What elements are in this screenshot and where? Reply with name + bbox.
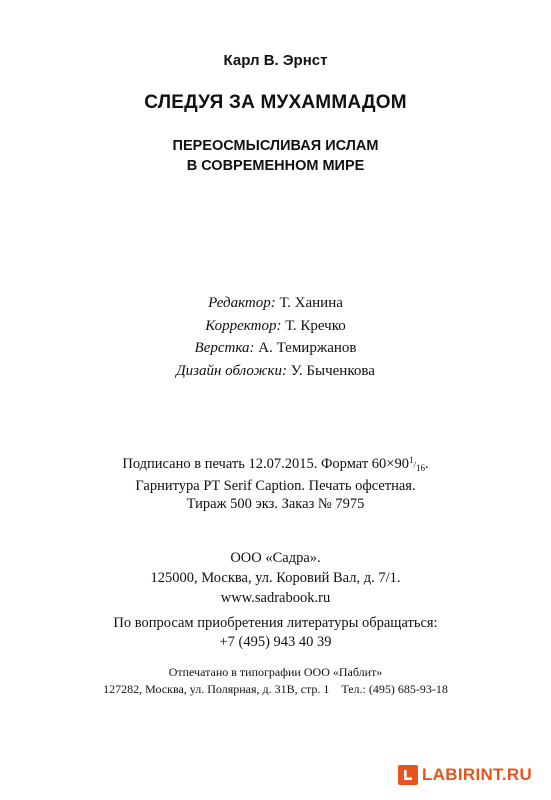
book-author: Карл В. Эрнст <box>223 52 328 69</box>
watermark-text: LABIRINT.RU <box>422 765 533 784</box>
book-subtitle-line-1: ПЕРЕОСМЫСЛИВАЯ ИСЛАМ <box>172 138 379 154</box>
credit-layout <box>0 337 551 360</box>
book-subtitle-line-2: В СОВРЕМЕННОМ МИРЕ <box>186 158 365 174</box>
contact-block <box>0 614 551 652</box>
publisher-address: 125000, Москва, ул. Коровий Вал, д. 7/1. <box>150 570 401 586</box>
labirint-watermark <box>398 764 532 786</box>
printer-block <box>0 664 551 698</box>
format-slash: / <box>413 460 417 470</box>
credit-role: Корректор: <box>205 317 282 334</box>
labirint-logo-icon <box>398 765 418 785</box>
imprint-signed-text: Подписано в печать 12.07.2015. Формат 60×90 <box>122 456 409 472</box>
credit-role: Верстка: <box>194 340 255 356</box>
credit-editor <box>0 292 551 315</box>
book-title: СЛЕДУЯ ЗА МУХАММАДОМ <box>144 92 407 113</box>
credit-person: У. Быченкова <box>290 362 375 379</box>
credit-person: Т. Кречко <box>285 317 346 334</box>
credits-block <box>0 292 551 382</box>
credit-role: Редактор: <box>208 295 276 311</box>
credit-cover-design <box>0 360 551 383</box>
contact-note: По вопросам приобретения литературы обращаться: <box>113 615 438 631</box>
imprint-block <box>0 451 551 513</box>
imprint-signed-line <box>0 451 551 477</box>
publisher-website: www.sadrabook.ru <box>220 590 331 606</box>
format-numerator: 1 <box>409 455 414 465</box>
printer-line-1: Отпечатано в типографии ООО «Паблит» <box>168 665 383 679</box>
imprint-print-run-line: Тираж 500 экз. Заказ № 7975 <box>186 496 365 512</box>
publisher-name: ООО «Садра». <box>230 550 321 566</box>
credit-role: Дизайн обложки: <box>176 362 287 379</box>
credit-proofreader <box>0 315 551 338</box>
credit-person: А. Темиржанов <box>258 340 357 356</box>
format-fraction <box>409 455 426 473</box>
contact-phone: +7 (495) 943 40 39 <box>219 634 332 650</box>
credit-person: Т. Ханина <box>279 295 343 311</box>
printer-line-2: 127282, Москва, ул. Полярная, д. 31В, стр. 1 Тел.: (495) 685-93-18 <box>103 682 448 696</box>
format-denominator: 16 <box>416 463 426 473</box>
imprint-typeface-line: Гарнитура PT Serif Caption. Печать офсетная. <box>135 478 416 494</box>
imprint-signed-suffix: . <box>425 456 429 472</box>
publisher-block <box>0 548 551 608</box>
